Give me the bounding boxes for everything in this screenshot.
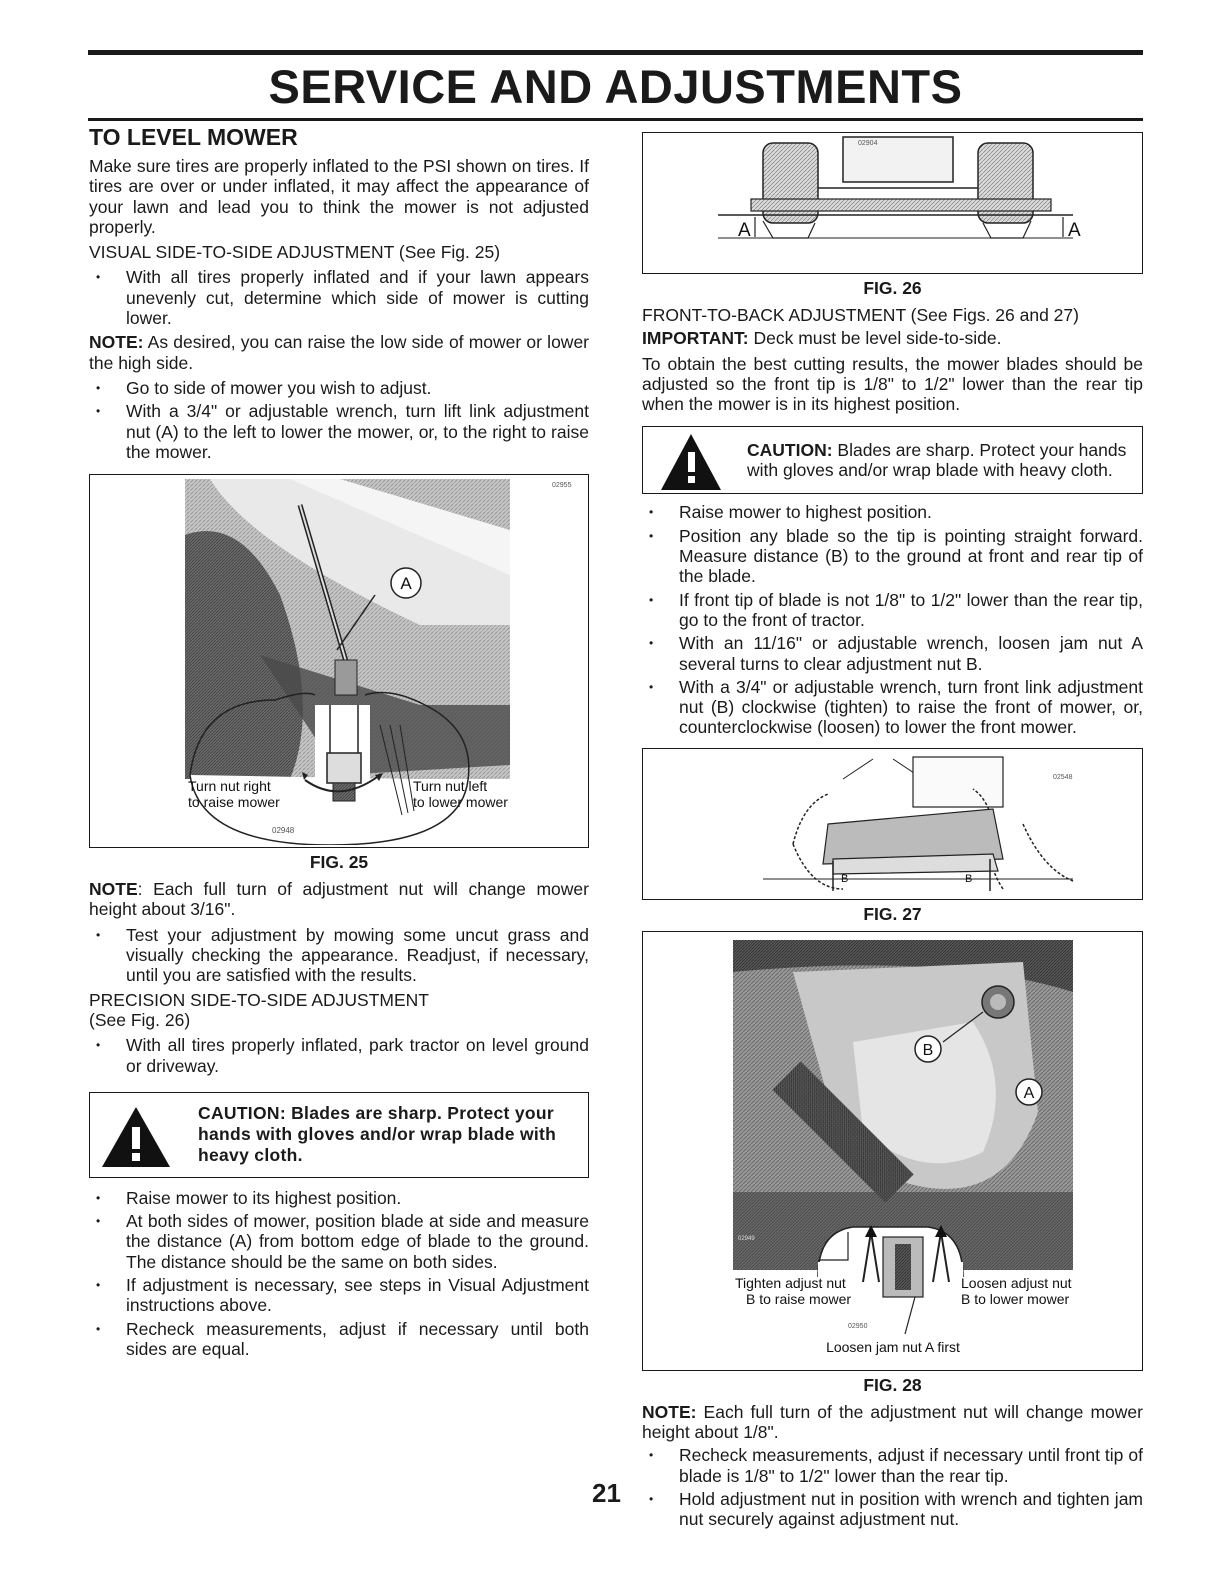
important-paragraph (642, 328, 1143, 348)
fig28-label-a: A (1023, 1084, 1035, 1102)
fig25-code-bottom: 02948 (272, 826, 295, 836)
fig28-callout-left-1: Tighten adjust nut (735, 1274, 846, 1291)
title-rule (88, 118, 1143, 121)
list-item: • With all tires properly inflated, park tractor on level ground or driveway. (89, 1035, 589, 1076)
list-item: • Hold adjustment nut in position with wrench and tighten jam nut securely against adjustment nut. (642, 1489, 1143, 1530)
page-number: 21 (592, 1478, 621, 1508)
ftb-intro: To obtain the best cutting results, the mower blades should be adjusted so the front tip is 1/8" to 1/2" lower than the rear tip when the mower is in its highest position. (642, 353, 1143, 415)
list-item: • Go to side of mower you wish to adjust. (89, 378, 589, 398)
visual-bullets (89, 267, 589, 328)
note2-label: NOTE (89, 879, 138, 900)
fig28-illustration (643, 932, 1142, 1368)
note-label: NOTE: (89, 332, 144, 353)
precision-bullets (89, 1035, 589, 1076)
final-note-paragraph (642, 1402, 1143, 1443)
fig28-caption: FIG. 28 (863, 1374, 922, 1395)
note-text: Each full turn of the adjustment nut will change mower height about 1/8". (642, 1401, 1143, 1443)
caution-label: CAUTION: (747, 440, 833, 461)
top-rule (88, 50, 1143, 55)
list-item: • If adjustment is necessary, see steps in Visual Adjustment instructions above. (89, 1275, 589, 1316)
important-label: IMPORTANT: (642, 328, 749, 349)
final-bullets-left (89, 1188, 589, 1359)
fig25-code-top: 02955 (552, 482, 572, 490)
fig28-callout-right-2: B to lower mower (961, 1290, 1070, 1307)
list-item: • Raise mower to highest position. (642, 502, 1143, 522)
fig27-illustration (643, 749, 1142, 897)
fig25-callout-right-1: Turn nut left (413, 778, 488, 795)
note-paragraph (89, 332, 589, 373)
fig25-callout-left-2: to raise mower (188, 794, 280, 811)
list-item: • At both sides of mower, position blade at side and measure the distance (A) from bottom edge of blade to the ground. The distance should be the same on both sides. (89, 1211, 589, 1272)
fig28-callout-right-1: Loosen adjust nut (961, 1274, 1072, 1291)
figure-27 (642, 748, 1143, 900)
fig25-callout-right-2: to lower mower (413, 794, 508, 811)
figure-25 (89, 474, 589, 848)
precision-heading-1: PRECISION SIDE-TO-SIDE ADJUSTMENT (89, 989, 429, 1010)
fig28-label-b: B (922, 1041, 934, 1059)
note2-paragraph (89, 879, 589, 920)
fig27-caption: FIG. 27 (863, 903, 922, 924)
fig26-code: 02904 (858, 140, 878, 147)
important-text: Deck must be level side-to-side. (748, 328, 1002, 349)
fig27-code: 02548 (1053, 773, 1073, 781)
intro-paragraph: Make sure tires are properly inflated to the PSI shown on tires. If tires are over or under inflated, it may affect the appearance of your lawn and lead you to think the mower is not adjusted properly. (89, 156, 589, 237)
fig25-caption: FIG. 25 (309, 852, 369, 873)
list-item: • Recheck measurements, adjust if necessary until both sides are equal. (89, 1319, 589, 1360)
list-item: • Position any blade so the tip is pointing straight forward. Measure distance (B) to the ground at front and rear tip of the blade. (642, 526, 1143, 587)
note-bullets (89, 378, 589, 462)
fig25-label-a: A (400, 574, 412, 594)
fig26-label-a-right: A (1068, 220, 1081, 241)
caution-box-right (642, 426, 1143, 494)
fig27-label-b-right: B (965, 872, 973, 885)
list-item: • If front tip of blade is not 1/8" to 1/2" lower than the rear tip, go to the front of tractor. (642, 590, 1143, 631)
figure-28 (642, 931, 1143, 1371)
list-item: • Recheck measurements, adjust if necessary until front tip of blade is 1/8" to 1/2" lower than the rear tip. (642, 1445, 1143, 1486)
list-item: • With an 11/16" or adjustable wrench, loosen jam nut A several turns to clear adjustment nut B. (642, 633, 1143, 674)
list-item: • Test your adjustment by mowing some uncut grass and visually checking the appearance. Readjust, if necessary, until you are satisfied with the results. (89, 925, 589, 986)
figure-26 (642, 132, 1143, 274)
note-label: NOTE: (642, 1401, 697, 1422)
fig28-callout-left-2: B to raise mower (746, 1290, 852, 1307)
warning-icon (643, 428, 747, 492)
list-item: • With a 3/4" or adjustable wrench, turn lift link adjustment nut (A) to the left to lower the mower, or, to the right to raise the mower. (89, 401, 589, 462)
fig28-code-bottom: 02950 (848, 1322, 868, 1330)
note2-bullets (89, 925, 589, 986)
right-column (642, 132, 1143, 1534)
visual-adjustment-heading: VISUAL SIDE-TO-SIDE ADJUSTMENT (See Fig. 25) (89, 242, 501, 263)
list-item: • With a 3/4" or adjustable wrench, turn front link adjustment nut (B) clockwise (tighten) to raise the front of mower, or, counterclockwise (loosen) to lower the front mower. (642, 677, 1143, 738)
caution-text (747, 440, 1142, 480)
fig28-code-left: 02949 (738, 1235, 755, 1242)
left-column (89, 124, 589, 1363)
list-item: • Raise mower to its highest position. (89, 1188, 589, 1208)
warning-icon (90, 1095, 190, 1175)
ftb-bullets (642, 502, 1143, 737)
fig25-callout-left-1: Turn nut right (188, 778, 271, 795)
fig26-caption: FIG. 26 (863, 278, 922, 298)
fig25-illustration (90, 475, 588, 845)
ftb-heading: FRONT-TO-BACK ADJUSTMENT (See Figs. 26 and 27) (642, 305, 1079, 325)
precision-heading-2: (See Fig. 26) (89, 1009, 191, 1030)
fig28-callout-bottom: Loosen jam nut A first (826, 1338, 960, 1355)
note2-text: : Each full turn of adjustment nut will change mower height about 3/16". (89, 879, 589, 920)
page-title: SERVICE AND ADJUSTMENTS (268, 60, 963, 113)
fig26-illustration (643, 133, 1142, 271)
caution-box-left (89, 1092, 589, 1178)
caution-body: Blades are sharp. Protect your hands with gloves and/or wrap blade with heavy cloth. (747, 440, 1127, 481)
final-bullets-right (642, 1445, 1143, 1529)
fig26-label-a-left: A (738, 220, 751, 241)
section-title: TO LEVEL MOWER (89, 124, 298, 150)
note-text: As desired, you can raise the low side of mower or lower the high side. (89, 332, 589, 373)
list-item: • With all tires properly inflated and if your lawn appears unevenly cut, determine which side of mower is cutting lower. (89, 267, 589, 328)
caution-text: CAUTION: Blades are sharp. Protect your hands with gloves and/or wrap blade with heavy cloth. (198, 1103, 557, 1166)
fig27-label-b-left: B (841, 872, 849, 885)
